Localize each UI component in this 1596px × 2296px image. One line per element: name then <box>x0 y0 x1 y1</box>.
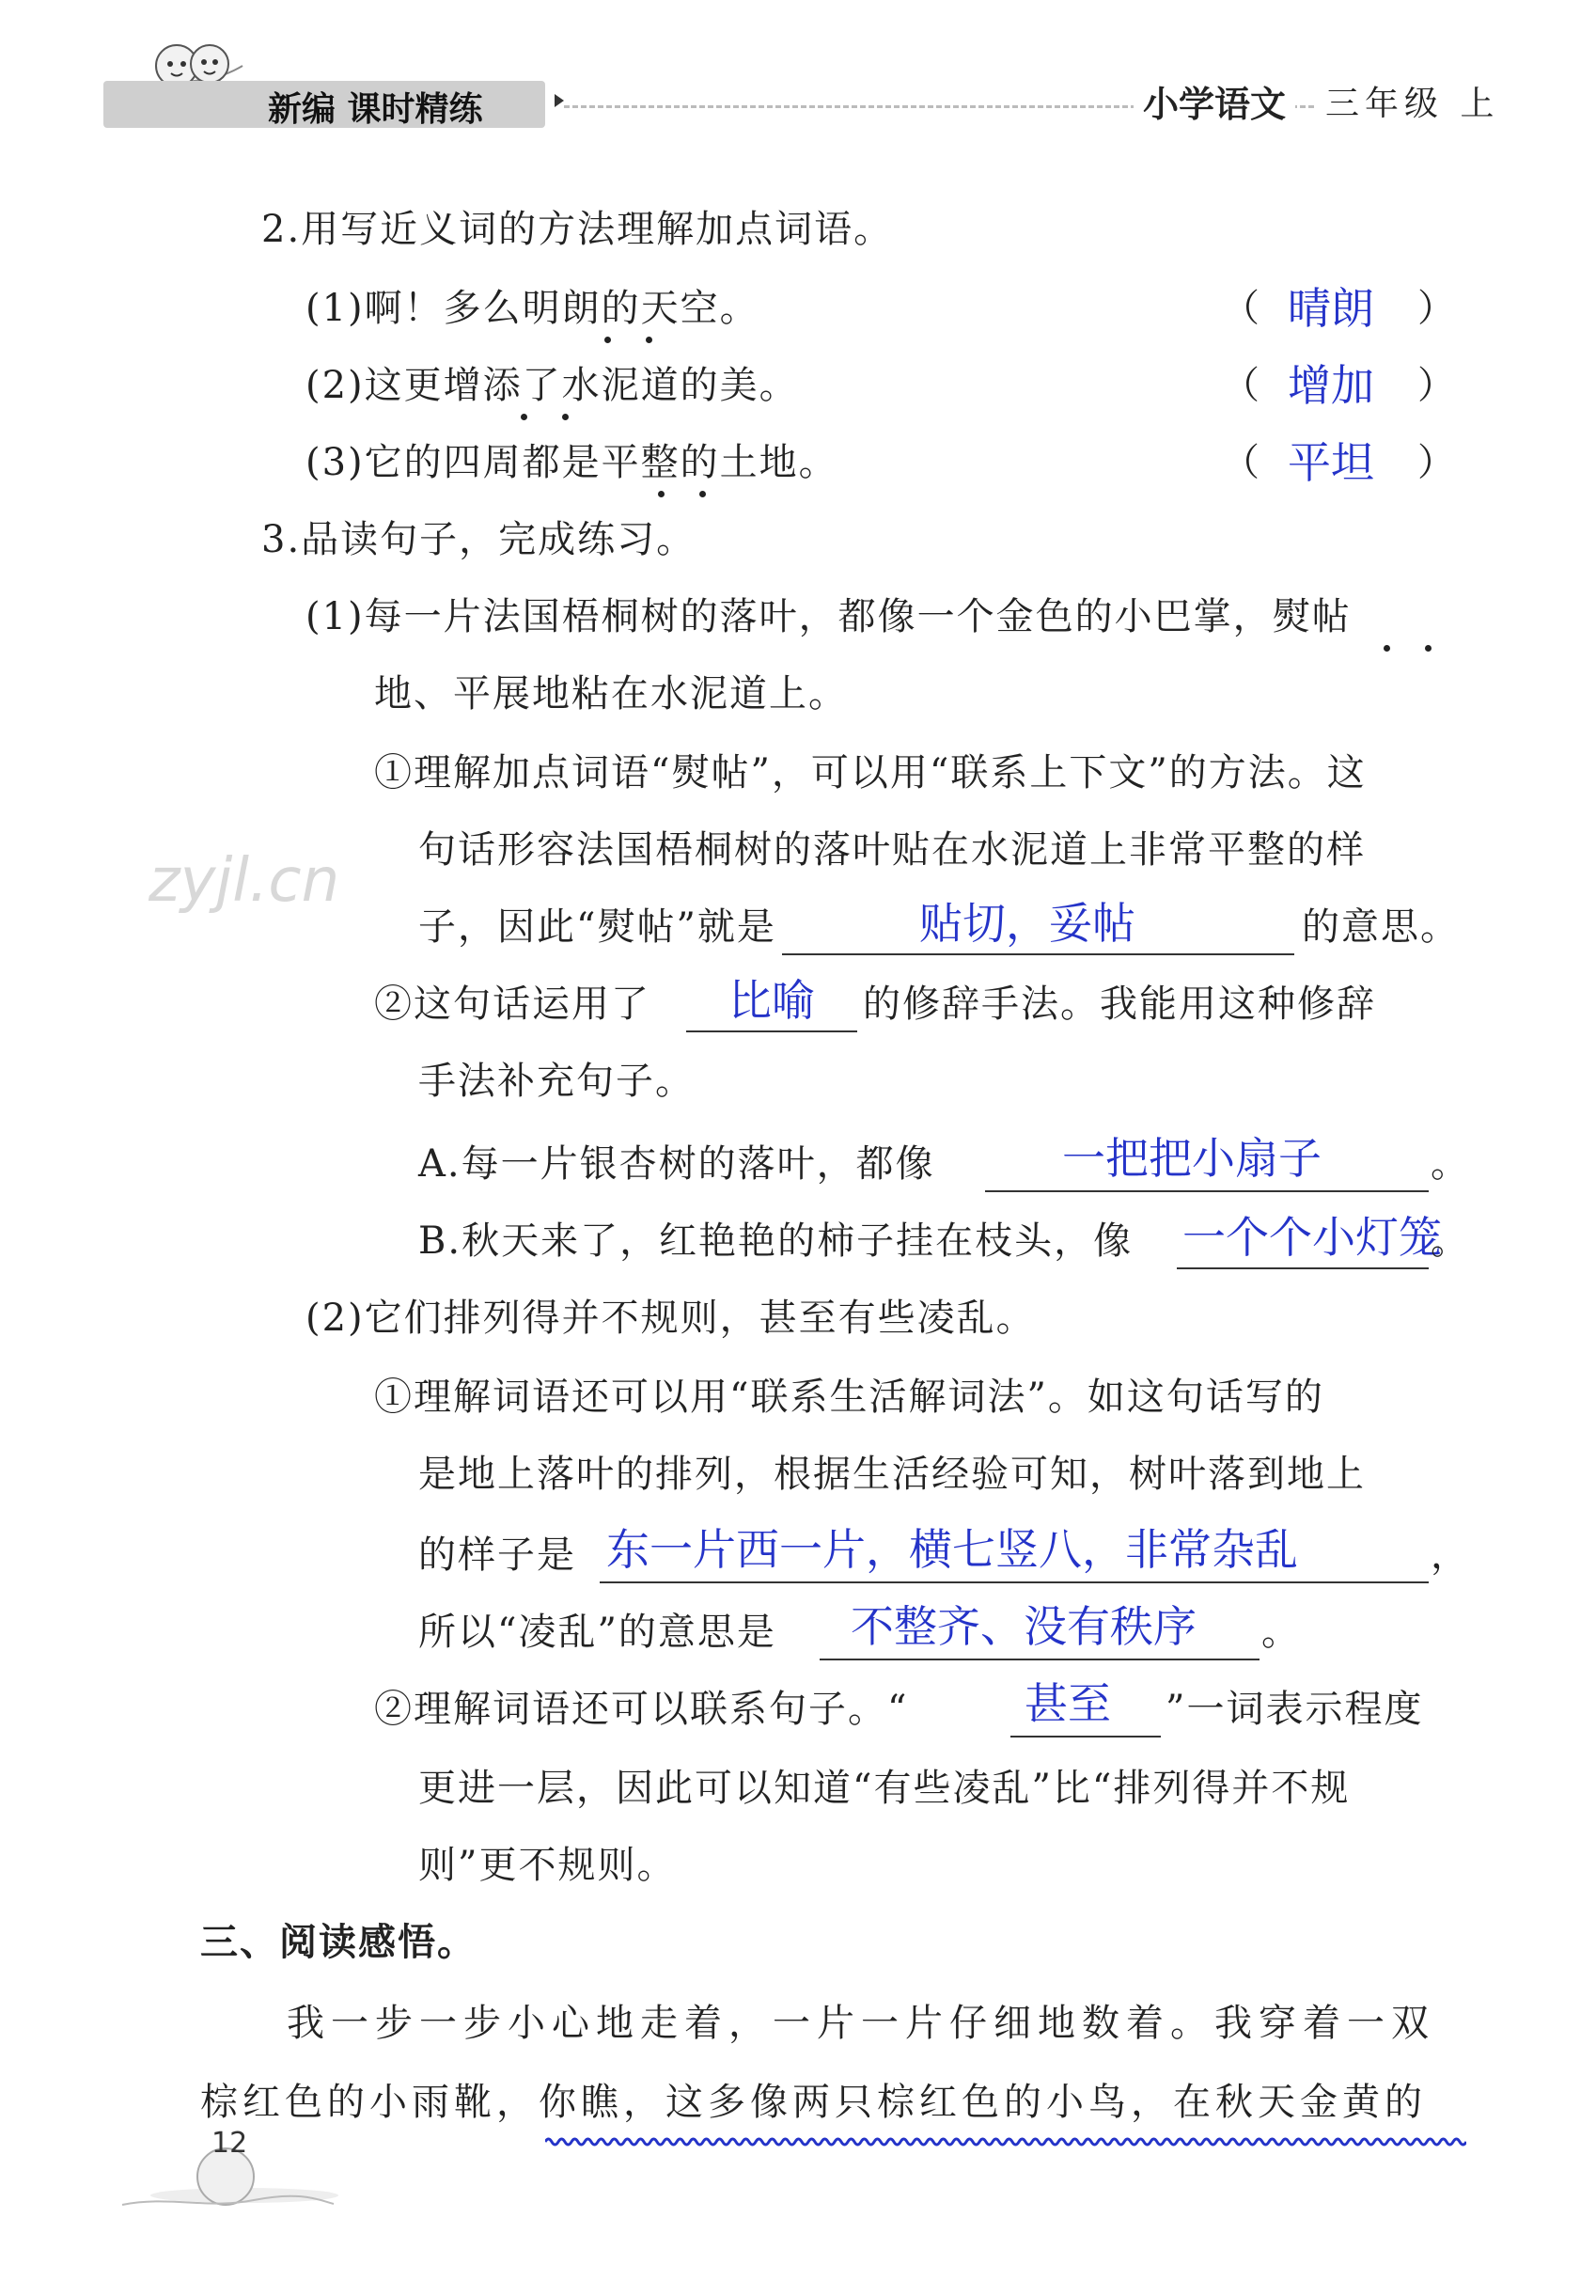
header-grade: 三年级 上 <box>1316 77 1509 125</box>
answer-blank <box>985 1190 1429 1192</box>
q3-p2-s1-line4a: 所以“凌乱”的意思是 <box>418 1611 776 1654</box>
q3-p1-b-text: B.秋天来了，红艳艳的柿子挂在枝头，像 <box>418 1219 1134 1263</box>
q3-p1-a-end: 。 <box>1431 1142 1470 1186</box>
triangle-arrow-icon <box>555 94 564 107</box>
q2-answer-2: 增加 <box>1288 360 1374 411</box>
q3-p1-s1-line1: ①理解加点词语“熨帖”，可以用“联系上下文”的方法。这 <box>374 751 1367 794</box>
q3-p1-line2: 地、平展地粘在水泥道上。 <box>374 672 848 716</box>
section3-para-line1: 我一步一步小心地走着，一片一片仔细地数着。我穿着一双 <box>287 2002 1435 2045</box>
q2-title: 2.用写近义词的方法理解加点词语。 <box>261 208 894 251</box>
page-number-ornament <box>113 2106 338 2219</box>
section3-para-line2: 棕红色的小雨靴，你瞧，这多像两只棕红色的小鸟，在秋天金黄的 <box>200 2081 1427 2124</box>
q3-p2-s2-line1a: ②理解词语还可以联系句子。“ <box>374 1688 909 1731</box>
q3-title: 3.品读句子，完成练习。 <box>261 518 696 561</box>
q3-p1-s1-line2: 句话形容法国梧桐树的落叶贴在水泥道上非常平整的样 <box>418 828 1366 872</box>
q3-p2-s1-line3b: ， <box>1431 1533 1470 1577</box>
q3-p1-a-answer: 一把把小扇子 <box>1062 1133 1322 1184</box>
q3-p1-s2-answer: 比喻 <box>728 975 815 1026</box>
q3-p1-s1-line3a: 子，因此“熨帖”就是 <box>418 905 776 949</box>
emphasis-dot <box>604 337 611 343</box>
q3-p2-s1-line1: ①理解词语还可以用“联系生活解词法”。如这句话写的 <box>374 1376 1324 1419</box>
q3-p1-s1-line3b: 的意思。 <box>1302 905 1460 949</box>
emphasis-dot <box>658 491 665 497</box>
q2-item-3: (3)它的四周都是平整的土地。 <box>305 441 838 484</box>
q3-p2-s2-line1b: ”一词表示程度 <box>1166 1688 1424 1731</box>
q2-paren-open-1: （ <box>1222 287 1261 330</box>
q3-p2-s1-line4b: 。 <box>1261 1611 1301 1654</box>
emphasis-dot <box>699 491 706 497</box>
emphasis-dot <box>1425 645 1432 652</box>
q3-p1-s2-line1b: 的修辞手法。我能用这种修辞 <box>863 983 1376 1026</box>
q2-paren-close-1: ） <box>1417 287 1457 330</box>
emphasis-dot <box>646 337 652 343</box>
q2-answer-1: 晴朗 <box>1288 283 1374 334</box>
page-number: 12 <box>211 2127 248 2160</box>
q2-answer-3: 平坦 <box>1288 437 1374 488</box>
q3-p1-b-answer: 一个个小灯笼 <box>1182 1212 1442 1263</box>
q2-paren-close-3: ） <box>1417 441 1457 484</box>
q3-p1-b-end: 。 <box>1431 1219 1470 1263</box>
q3-p2-s1-line3a: 的样子是 <box>418 1533 576 1577</box>
q2-item-2: (2)这更增添了水泥道的美。 <box>305 364 799 407</box>
q3-p2-s2-line2: 更进一层，因此可以知道“有些凌乱”比“排列得并不规 <box>418 1767 1351 1810</box>
answer-blank <box>782 953 1294 955</box>
answer-blank <box>686 1030 857 1032</box>
wavy-underline <box>545 2134 1466 2149</box>
answer-blank <box>600 1581 1429 1583</box>
q2-paren-open-2: （ <box>1222 364 1261 407</box>
section3-title: 三、阅读感悟。 <box>200 1921 477 1964</box>
q3-p2-s1-answer2: 不整齐、没有秩序 <box>851 1601 1197 1652</box>
answer-blank <box>1177 1267 1429 1269</box>
q3-p2-s2-answer: 甚至 <box>1025 1678 1111 1729</box>
q3-p2-s2-line3: 则”更不规则。 <box>418 1844 677 1887</box>
q2-paren-close-2: ） <box>1417 364 1457 407</box>
header <box>0 0 1596 141</box>
q3-p2-s1-line2: 是地上落叶的排列，根据生活经验可知，树叶落到地上 <box>418 1453 1366 1496</box>
q2-item-1: (1)啊！多么明朗的天空。 <box>305 287 759 330</box>
q3-p1-s2-line1a: ②这句话运用了 <box>374 983 650 1026</box>
emphasis-dot <box>521 414 527 420</box>
watermark: zyjl.cn <box>149 846 340 916</box>
q3-p1-a-text: A.每一片银杏树的落叶，都像 <box>418 1142 935 1186</box>
emphasis-dot <box>562 414 569 420</box>
q3-p2-s1-answer1: 东一片西一片，横七竖八，非常杂乱 <box>606 1524 1298 1575</box>
answer-blank <box>1010 1736 1161 1738</box>
q3-p1-line1: (1)每一片法国梧桐树的落叶，都像一个金色的小巴掌，熨帖 <box>305 595 1352 638</box>
header-subject: 小学语文 <box>1134 75 1295 127</box>
header-brand: 新编 课时精练 <box>268 90 483 129</box>
q2-paren-open-3: （ <box>1222 441 1261 484</box>
q3-p2-line1: (2)它们排列得并不规则，甚至有些凌乱。 <box>305 1297 1036 1340</box>
answer-blank <box>820 1659 1260 1660</box>
q3-p1-s1-answer: 贴切，妥帖 <box>919 898 1135 949</box>
emphasis-dot <box>1384 645 1390 652</box>
q3-p1-s2-line2: 手法补充句子。 <box>418 1060 695 1103</box>
